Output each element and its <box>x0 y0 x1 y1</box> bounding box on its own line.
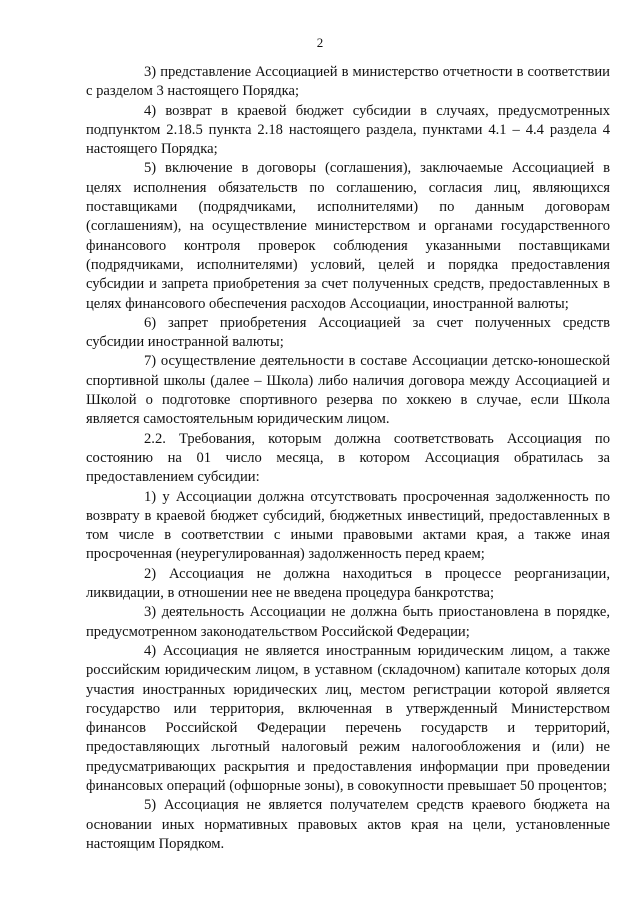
paragraph-item-7: 7) осуществление деятельности в составе Ассоциации детско-юношеской спортивной школы (далее – Школа) либо наличия договора между Ассоциацией и Школой о подготовке спортивного резерва по хоккею в случае, если Школа является самостоятельным юридическим лицом. <box>86 353 610 428</box>
document-body <box>86 63 610 854</box>
paragraph-item-6: 6) запрет приобретения Ассоциацией за счет полученных средств субсидии иностранной валюты; <box>86 314 610 351</box>
paragraph-requirement-3: 3) деятельность Ассоциации не должна быть приостановлена в порядке, предусмотренном законодательством Российской Федерации; <box>86 604 610 640</box>
paragraph-item-3: 3) представление Ассоциацией в министерство отчетности в соответствии с разделом 3 настоящего Порядка; <box>86 64 610 100</box>
paragraph-requirement-1: 1) у Ассоциации должна отсутствовать просроченная задолженность по возврату в краевой бюджет субсидий, бюджетных инвестиций, предоставленных в том числе в соответствии с иными правовыми актами края, а также иная просроченная (неурегулированная) задолженность перед краем; <box>86 488 610 563</box>
page-number: 2 <box>316 35 324 50</box>
paragraph-requirement-4: 4) Ассоциация не является иностранным юридическим лицом, а также российским юридическим лицом, в уставном (складочном) капитале которых доля участия иностранных юридических лиц, местом регистрации которой является государство или территория, включенная в утвержденный Министерством финансов Российской Федерации перечень государств и территорий, предоставляющих льготный налоговый режим налогообложения и (или) не предусматривающих раскрытия и предоставления информации при проведении финансовых операций (офшорные зоны), в совокупности превышает 50 процентов; <box>86 642 610 794</box>
paragraph-requirement-2: 2) Ассоциация не должна находиться в процессе реорганизации, ликвидации, в отношении нее не введена процедура банкротства; <box>86 565 610 602</box>
paragraph-item-4: 4) возврат в краевой бюджет субсидии в случаях, предусмотренных подпунктом 2.18.5 пункта 2.18 настоящего раздела, пунктами 4.1 – 4.4 раздела 4 настоящего Порядка; <box>86 102 610 158</box>
paragraph-item-5: 5) включение в договоры (соглашения), заключаемые Ассоциацией в целях исполнения обязательств по соглашению, согласия лиц, являющихся поставщиками (подрядчиками, исполнителями) по данным договорам (соглашениям), на осуществление министерством и органами государственного финансового контроля проверок соблюдения указанными поставщиками (подрядчиками, исполнителями) условий, целей и порядка предоставления субсидии и запрета приобретения за счет полученных средств, предоставленных в целях финансового обеспечения расходов Ассоциации, иностранной валюты; <box>86 160 610 312</box>
paragraph-requirement-5: 5) Ассоциация не является получателем средств краевого бюджета на основании иных нормативных правовых актов края на цели, установленные настоящим Порядком. <box>86 797 610 852</box>
paragraph-section-2-2: 2.2. Требования, которым должна соответствовать Ассоциация по состоянию на 01 число месяца, в котором Ассоциация обратилась за предоставлением субсидии: <box>86 430 610 486</box>
